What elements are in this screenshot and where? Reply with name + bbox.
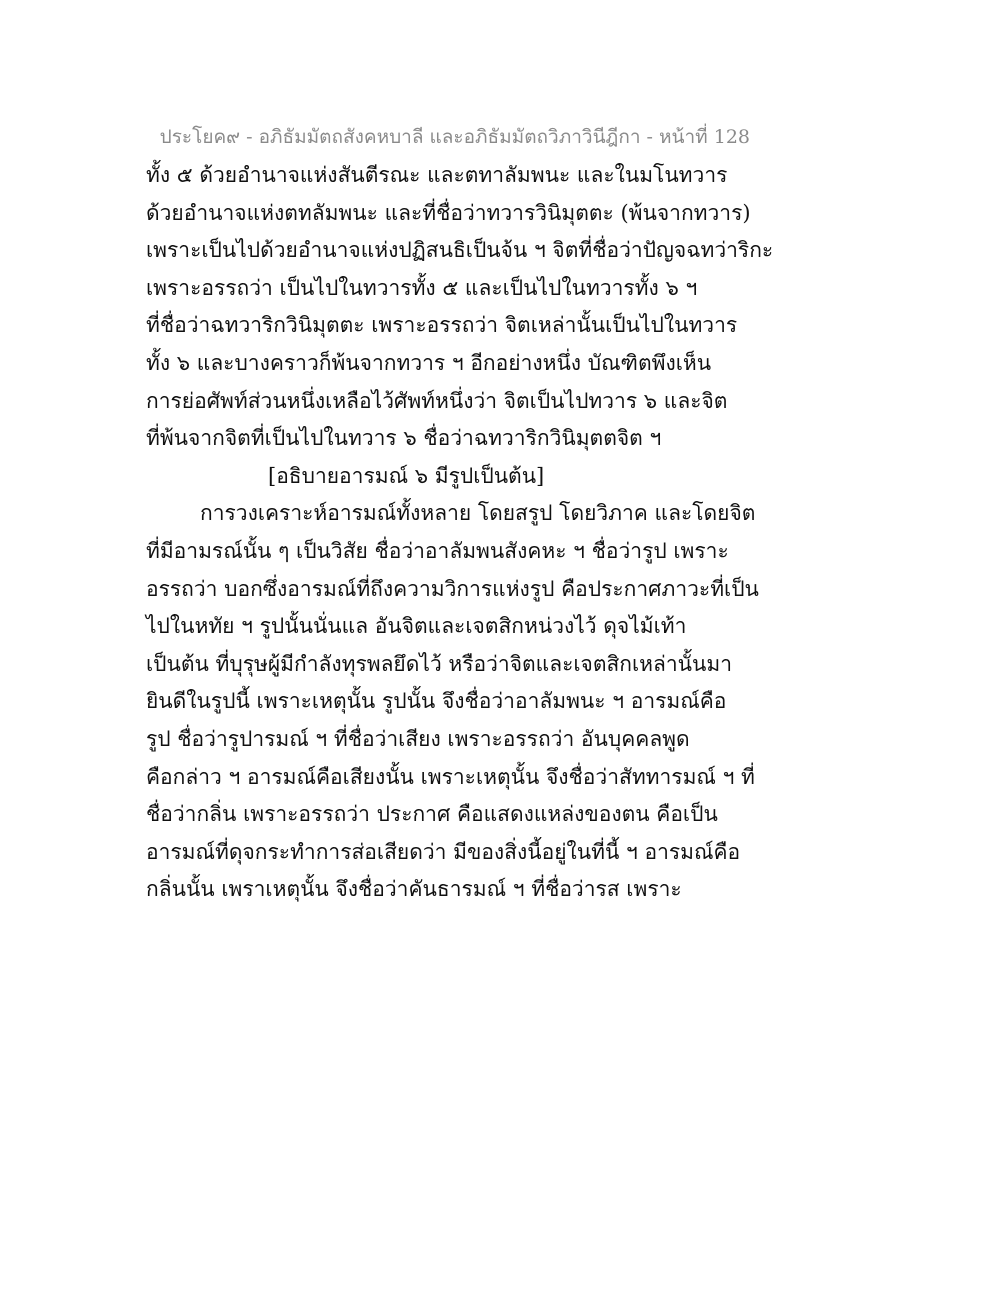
text-line: ที่มีอามรณ์นั้น ๆ เป็นวิสัย ชื่อว่าอาลัมพนสังคหะ ฯ ชื่อว่ารูป เพราะ [146,538,729,563]
text-line: การวงเคราะห์อารมณ์ทั้งหลาย โดยสรูป โดยวิภาค และโดยจิต [200,501,756,526]
text-line: คือกล่าว ฯ อารมณ์คือเสียงนั้น เพราะเหตุนั้น จึงชื่อว่าสัททารมณ์ ฯ ที่ [146,764,755,789]
text-line: เพราะเป็นไปด้วยอำนาจแห่งปฏิสนธิเป็นจ้น ฯ จิตที่ชื่อว่าปัญจฉทว่าริกะ [146,238,774,263]
text-line: ทั้ง ๕ ด้วยอำนาจแห่งสันตีรณะ และตทาลัมพนะ และในมโนทวาร [146,163,728,187]
text-line: กลิ่นนั้น เพราเหตุนั้น จึงชื่อว่าคันธารมณ์ ฯ ที่ชื่อว่ารส เพราะ [146,877,682,902]
text-line: ด้วยอำนาจแห่งตทลัมพนะ และที่ชื่อว่าทวารวินิมุตตะ (พ้นจากทวาร) [146,200,751,225]
running-header: ประโยค๙ - อภิธัมมัตถสังคหบาลี และอภิธัมมัตถวิภาวินีฎีกา - หน้าที่ 128 [159,126,750,148]
text-line: การย่อศัพท์ส่วนหนึ่งเหลือไว้ศัพท์หนึ่งว่า จิตเป็นไปทวาร ๖ และจิต [146,388,728,413]
text-line: อรรถว่า บอกซึ่งอารมณ์ที่ถึงความวิการแห่งรูป คือประกาศภาวะที่เป็น [146,576,759,601]
text-line: ไปในหทัย ฯ รูปนั้นนั่นแล อันจิตและเจตสิกหน่วงไว้ ดุจไม้เท้า [146,614,687,639]
text-line: เพราะอรรถว่า เป็นไปในทวารทั้ง ๕ และเป็นไปในทวารทั้ง ๖ ฯ [146,275,698,300]
text-line: ยินดีในรูปนี้ เพราะเหตุนั้น รูปนั้น จึงชื่อว่าอาลัมพนะ ฯ อารมณ์คือ [146,689,727,714]
paragraph-2 [146,495,846,909]
body-text [146,157,846,909]
paragraph-1 [146,157,846,458]
text-line: เป็นต้น ที่บุรุษผู้มีกำลังทุรพลยึดไว้ หรือว่าจิตและเจตสิกเหล่านั้นมา [146,651,733,676]
section-heading: [อธิบายอารมณ์ ๖ มีรูปเป็นต้น] [268,463,545,488]
text-line: อารมณ์ที่ดุจกระทำการส่อเสียดว่า มีของสิ่งนี้อยู่ในที่นี้ ฯ อารมณ์คือ [146,839,741,864]
text-line: ที่ชื่อว่าฉทวาริกวินิมุตตะ เพราะอรรถว่า จิตเหล่านั้นเป็นไปในทวาร [146,313,738,338]
text-line: ชื่อว่ากลิ่น เพราะอรรถว่า ประกาศ คือแสดงแหล่งของตน คือเป็น [146,802,718,827]
text-line: รูป ชื่อว่ารูปารมณ์ ฯ ที่ชื่อว่าเสียง เพราะอรรถว่า อันบุคคลพูด [146,726,690,751]
text-line: ทั้ง ๖ และบางคราวก็พ้นจากทวาร ฯ อีกอย่างหนึ่ง บัณฑิตพึงเห็น [146,350,712,375]
text-line: ที่พ้นจากจิตที่เป็นไปในทวาร ๖ ชื่อว่าฉทวาริกวินิมุตตจิต ฯ [146,426,662,451]
